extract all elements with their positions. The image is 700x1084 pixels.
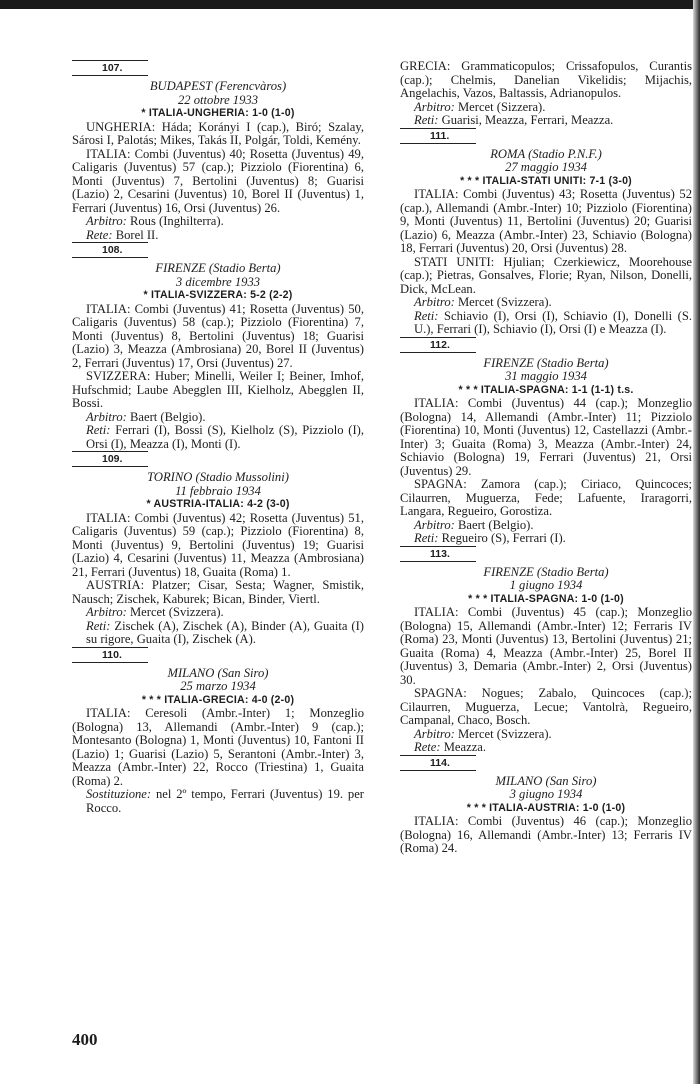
team-lineup: ITALIA: Combi (Juventus) 46 (cap.); Monzeglio (Bologna) 16, Allemandi (Ambr.-Inter) 13; Ferraris IV (Roma) 24.: [400, 814, 692, 855]
match-venue: ROMA (Stadio P.N.F.): [490, 146, 602, 161]
match-date: 3 dicembre 1933: [175, 274, 261, 289]
detail-label: Reti:: [414, 113, 439, 127]
page-number: 400: [72, 1030, 98, 1049]
team-lineup: ITALIA: Combi (Juventus) 40; Rosetta (Juventus) 49, Caligaris (Juventus) 57 (cap.); Pizziolo (Fiorentina) 6, Monti (Juventus) 7, Bertolini (Juventus) 8; Guarisi (Lazio) 2, Cesarini (Juventus) 10, Borel II (Juventus) 1, Ferrari (Juventus) 16, Orsi (Juventus) 26.: [72, 146, 364, 215]
detail-label: Reti:: [414, 531, 439, 545]
match-detail: [72, 215, 364, 229]
match-number: 110.: [102, 648, 122, 661]
match-header: [400, 755, 692, 769]
team-lineup: ITALIA: Combi (Juventus) 45 (cap.); Monzeglio (Bologna) 15, Allemandi (Ambr.-Inter) 12; Ferraris IV (Roma) 23, Monti (Juventus) 13, Bertolini (Juventus) 21; Guaita (Roma) 4, Meazza (Ambr.-Inter) 25, Borel II (Juventus) 3, Demaria (Ambr.-Inter) 2, Orsi (Juventus) 30.: [400, 605, 692, 687]
match-entry: [72, 451, 364, 647]
match-entry: [72, 647, 364, 816]
match-header: [400, 128, 692, 142]
match-detail: [72, 788, 364, 815]
match-result: * * * ITALIA-SPAGNA: 1-0 (1-0): [468, 592, 624, 605]
match-number: 112.: [430, 338, 450, 351]
divider-rule: [400, 546, 476, 547]
team-lineup: ITALIA: Combi (Juventus) 44 (cap.); Monzeglio (Bologna) 14, Allemandi (Ambr.-Inter) 11; Pizziolo (Fiorentina) 10, Monti (Juventus) 12, Castellazzi (Ambr.-Inter) 3; Guaita (Roma) 3, Meazza (Ambr.-Inter) 24, Schiavio (Bologna) 19, Ferrari (Juventus) 21, Orsi (Juventus) 29.: [400, 396, 692, 478]
match-entry: [72, 60, 364, 242]
match-header: [400, 337, 692, 351]
match-number: 108.: [102, 244, 123, 256]
detail-label: Reti:: [86, 618, 111, 633]
match-detail: [400, 741, 692, 755]
match-number: 114.: [430, 756, 450, 769]
match-venue: MILANO (San Siro): [495, 773, 597, 788]
divider-rule: [72, 647, 148, 648]
match-venue: MILANO (San Siro): [167, 665, 269, 680]
detail-value: Mercet (Svizzera).: [457, 726, 552, 741]
match-entry: [400, 60, 692, 128]
match-detail: [400, 114, 692, 128]
detail-label: Rete:: [414, 740, 441, 754]
divider-rule: [72, 451, 148, 452]
divider-rule: [400, 337, 476, 338]
match-number: 113.: [430, 547, 450, 560]
match-venue: TORINO (Stadio Mussolini): [147, 470, 289, 484]
match-detail: [72, 229, 364, 243]
divider-rule: [400, 352, 476, 353]
match-venue: FIRENZE (Stadio Berta): [155, 261, 281, 275]
divider-rule: [72, 60, 148, 61]
detail-label: Arbitro:: [414, 99, 455, 114]
detail-value: Mercet (Sizzera).: [457, 99, 546, 114]
team-lineup: UNGHERIA: Háda; Korányi I (cap.), Biró; Szalay, Sárosi I, Palotás; Mikes, Takás II, Polgár, Toldi, Kemény.: [72, 119, 364, 147]
match-venue: BUDAPEST (Ferencvàros): [149, 79, 287, 93]
detail-label: Arbitro:: [414, 726, 455, 741]
divider-rule: [400, 561, 476, 562]
detail-value: Baert (Belgio).: [129, 409, 206, 424]
divider-rule: [400, 770, 476, 771]
right-column: [400, 60, 692, 856]
match-result: * * * ITALIA-GRECIA: 4-0 (2-0): [141, 693, 295, 706]
match-detail: [72, 606, 364, 620]
detail-value: nel 2º tempo, Ferrari (Juventus) 19. per Rocco.: [86, 787, 364, 815]
detail-label: Sostituzione:: [86, 787, 152, 801]
detail-value: Guarisi, Meazza, Ferrari, Meazza.: [441, 113, 614, 127]
match-header: [72, 242, 364, 256]
detail-label: Arbitro:: [414, 517, 455, 532]
team-lineup: STATI UNITI: Hjulian; Czerkiewicz, Moorehouse (cap.); Pietras, Gonsalves, Florie; Ryan, Nilson, Donelli, Dick, McLean.: [400, 254, 692, 296]
match-result: * * * ITALIA-STATI UNITI: 7-1 (3-0): [460, 174, 632, 187]
match-detail: [400, 532, 692, 546]
team-lineup: ITALIA: Combi (Juventus) 41; Rosetta (Juventus) 50, Caligaris (Juventus) 58 (cap.); Pizziolo (Fiorentina) 7, Monti (Juventus) 8, Bertolini (Juventus) 18; Guarisi (Lazio) 3, Meazza (Ambrosiana) 20, Borel II (Juventus) 2, Ferrari (Juventus) 17, Orsi (Juventus) 27.: [72, 301, 364, 370]
match-header: [72, 647, 364, 661]
divider-rule: [72, 662, 148, 663]
match-result: * * * ITALIA-AUSTRIA: 1-0 (1-0): [466, 801, 626, 814]
detail-value: Mercet (Svizzera).: [129, 605, 224, 619]
match-entry: [72, 242, 364, 451]
match-entry: [400, 755, 692, 856]
match-header: [400, 546, 692, 560]
detail-value: Regueiro (S), Ferrari (I).: [441, 531, 566, 545]
team-lineup: SPAGNA: Nogues; Zabalo, Quincoces (cap.); Cilaurren, Muguerza, Lecue; Vantolrà, Regueiro, Campanal, Chaco, Bosch.: [400, 686, 692, 727]
match-header: [72, 60, 364, 74]
match-date: 31 maggio 1934: [505, 369, 587, 383]
match-date: 27 maggio 1934: [505, 160, 587, 174]
team-lineup: SPAGNA: Zamora (cap.); Ciriaco, Quincoces; Cilaurren, Muguerza, Fede; Lafuente, Iraragorri, Langara, Regueiro, Gorostiza.: [400, 477, 692, 518]
detail-label: Arbitro:: [86, 605, 127, 619]
detail-value: Baert (Belgio).: [457, 517, 534, 532]
match-date: 11 febbraio 1934: [175, 483, 261, 498]
divider-rule: [400, 143, 476, 144]
detail-value: Borel II.: [115, 227, 159, 242]
detail-value: Ferrari (I), Bossi (S), Kielholz (S), Pizziolo (I), Orsi (I), Meazza (I), Monti (I).: [86, 423, 364, 451]
team-lineup: SVIZZERA: Huber; Minelli, Weiler I; Beiner, Imhof, Hufschmid; Laube Abegglen III, Kielholz, Abegglen II, Bossi.: [72, 369, 364, 410]
match-venue: FIRENZE (Stadio Berta): [483, 564, 609, 579]
detail-label: Rete:: [86, 227, 113, 242]
match-entry: [400, 337, 692, 546]
divider-rule: [400, 128, 476, 129]
detail-value: Zischek (A), Zischek (A), Binder (A), Guaita (I) su rigore, Guaita (I), Zischek (A).: [86, 618, 364, 646]
match-detail: [400, 728, 692, 742]
match-detail: [72, 411, 364, 425]
match-result: * AUSTRIA-ITALIA: 4-2 (3-0): [146, 498, 290, 510]
divider-rule: [72, 242, 148, 243]
detail-label: Arbitro:: [86, 214, 127, 228]
left-column: [72, 60, 364, 815]
divider-rule: [72, 257, 148, 258]
match-result: * * * ITALIA-SPAGNA: 1-1 (1-1) t.s.: [458, 383, 634, 396]
match-detail: [400, 101, 692, 115]
detail-label: Arbitro:: [414, 295, 455, 309]
match-result: * ITALIA-UNGHERIA: 1-0 (1-0): [141, 107, 295, 119]
team-lineup: ITALIA: Ceresoli (Ambr.-Inter) 1; Monzeglio (Bologna) 13, Allemandi (Ambr.-Inter) 9 (cap.); Montesanto (Bologna) 1, Monti (Juventus) 10, Fantoni II (Lazio) 1; Guarisi (Lazio) 5, Serantoni (Ambr.-Inter) 3, Meazza (Ambr.-Inter) 22, Rocco (Triestina) 1, Guaita (Roma) 2.: [72, 706, 364, 788]
match-date: 1 giugno 1934: [509, 578, 583, 592]
match-entry: [400, 128, 692, 337]
detail-label: Reti:: [414, 308, 439, 323]
page-top-edge: [0, 0, 700, 9]
detail-value: Mercet (Svizzera).: [457, 295, 552, 309]
match-number: 109.: [102, 453, 123, 465]
detail-value: Meazza.: [443, 740, 487, 754]
team-lineup: ITALIA: Combi (Juventus) 43; Rosetta (Juventus) 52 (cap.), Allemandi (Ambr.-Inter) 10; Pizziolo (Fiorentina) 9, Monti (Juventus) 11, Bertolini (Juventus) 20; Guarisi (Lazio) 6, Meazza (Ambr.-Inter) 23, Schiavio (Bologna) 18, Ferrari (Juventus) 20, Orsi (Juventus) 28.: [400, 187, 692, 255]
match-header: [72, 451, 364, 465]
divider-rule: [72, 466, 148, 467]
page-binding-edge: [693, 0, 700, 1084]
match-detail: [400, 310, 692, 337]
divider-rule: [400, 755, 476, 756]
team-lineup: AUSTRIA: Platzer; Cisar, Sesta; Wagner, Smistik, Nausch; Zischek, Kaburek; Bican, Binder, Viertl.: [72, 578, 364, 606]
team-lineup: ITALIA: Combi (Juventus) 42; Rosetta (Juventus) 51, Caligaris (Juventus) 59 (cap.); Pizziolo (Fiorentina) 8, Monti (Juventus) 9, Bertolini (Juventus) 19; Guarisi (Lazio) 4, Cesarini (Juventus) 11, Meazza (Ambrosiana) 21, Ferrari (Juventus) 18, Guaita (Roma) 1.: [72, 510, 364, 579]
detail-value: Schiavio (I), Orsi (I), Schiavio (I), Donelli (S. U.), Ferrari (I), Schiavio (I), Orsi (I) e Meazza (I).: [414, 308, 692, 336]
match-date: 3 giugno 1934: [509, 787, 583, 801]
match-number: 111.: [430, 129, 450, 142]
match-number: 107.: [102, 62, 123, 74]
match-detail: [400, 296, 692, 310]
match-detail: [400, 519, 692, 533]
match-date: 25 marzo 1934: [180, 679, 256, 693]
match-result: * ITALIA-SVIZZERA: 5-2 (2-2): [143, 289, 293, 301]
match-date: 22 ottobre 1933: [178, 92, 258, 107]
detail-value: Rous (Inghilterra).: [129, 214, 224, 228]
team-lineup: GRECIA: Grammaticopulos; Crissafopulos, Curantis (cap.); Chelmis, Danelian Vikelidis; Mijachis, Angelachis, Vazos, Baltassis, Adrianopulos.: [400, 59, 692, 100]
detail-label: Reti:: [86, 423, 111, 437]
divider-rule: [72, 75, 148, 76]
match-detail: [72, 424, 364, 451]
detail-label: Arbitro:: [86, 409, 127, 424]
match-entry: [400, 546, 692, 755]
match-venue: FIRENZE (Stadio Berta): [483, 355, 609, 370]
match-detail: [72, 620, 364, 647]
